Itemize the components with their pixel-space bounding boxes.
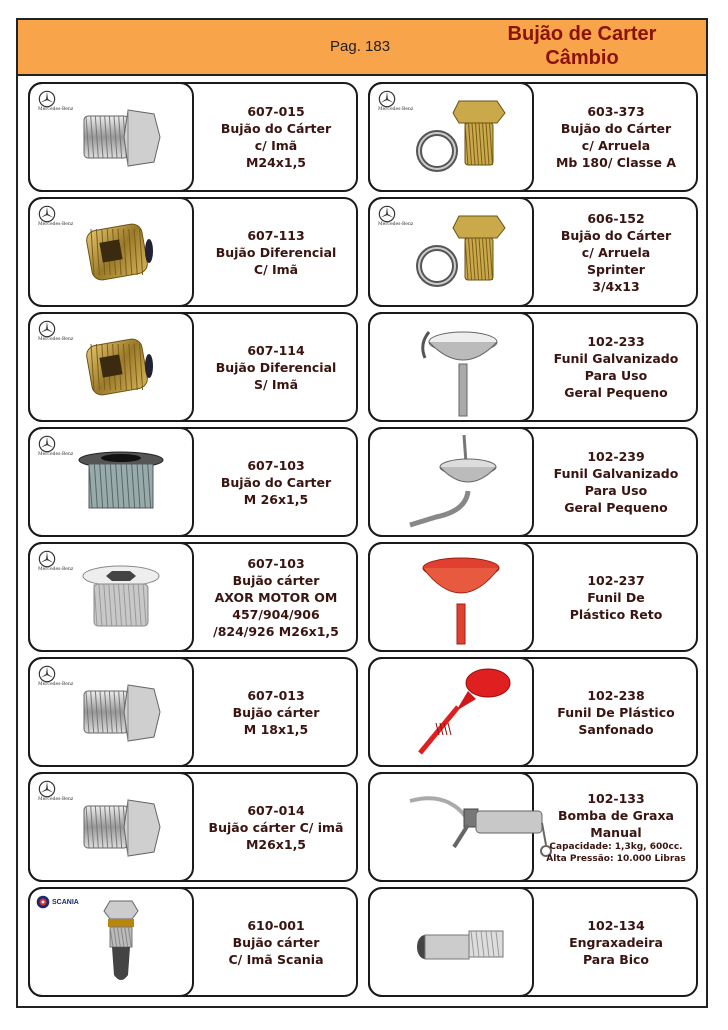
product-code: 606-152 — [587, 210, 645, 226]
product-image-box — [368, 312, 534, 422]
product-name-line: Bujão cárter — [232, 934, 320, 950]
product-image-box — [368, 197, 534, 307]
product-card — [368, 197, 698, 307]
product-card — [28, 542, 358, 652]
product-name-line: M 26x1,5 — [243, 491, 309, 507]
product-description — [196, 199, 356, 305]
product-image-box — [28, 772, 194, 882]
funnel-bent-icon — [406, 433, 516, 537]
mercedes-benz-logo — [38, 320, 74, 342]
funnel-icon — [411, 318, 511, 422]
mercedes-benz-logo — [38, 665, 74, 687]
product-image-box — [28, 312, 194, 422]
product-code: 607-113 — [247, 227, 305, 243]
product-code: 607-014 — [247, 802, 305, 818]
mercedes-benz-logo-text: Mercedes-Benz — [38, 682, 74, 687]
product-name-line: Para Uso — [584, 368, 648, 383]
scania-logo-text: SCANIA — [52, 898, 79, 906]
product-name-line: M 18x1,5 — [243, 721, 309, 737]
product-card — [28, 427, 358, 537]
product-card — [28, 657, 358, 767]
product-name-line: AXOR MOTOR OM — [214, 589, 338, 605]
product-card — [368, 887, 698, 997]
magnetic-plug-icon — [96, 897, 146, 991]
product-name-line: Para Bico — [582, 951, 650, 967]
product-image-box — [28, 427, 194, 537]
product-name-line: Bujão do Cárter — [220, 121, 332, 136]
product-name-line: Para Uso — [584, 483, 648, 498]
mercedes-benz-logo — [38, 435, 74, 457]
product-description — [536, 314, 696, 420]
product-name-line: Bujão cárter C/ imã — [208, 819, 344, 835]
product-name-line: Funil Galvanizado — [553, 351, 679, 366]
product-name-line: Funil De — [587, 589, 645, 605]
product-description — [196, 429, 356, 535]
product-code: 603-373 — [587, 104, 645, 119]
product-name-line: 457/904/906 — [232, 606, 320, 622]
product-card — [28, 312, 358, 422]
product-name-line: M26x1,5 — [245, 836, 307, 852]
product-name-line: C/ Imã — [253, 261, 299, 277]
product-image-box — [28, 197, 194, 307]
product-description — [536, 199, 696, 305]
product-image-box — [368, 82, 534, 192]
mercedes-benz-logo-text: Mercedes-Benz — [38, 222, 74, 227]
product-card — [368, 427, 698, 537]
page-number: Pag. 183 — [330, 38, 391, 55]
drain-plug-hex-icon — [76, 102, 166, 176]
brass-plug-icon — [81, 221, 161, 287]
product-code: 102-134 — [587, 917, 645, 933]
red-funnel-icon — [411, 548, 511, 652]
product-name-line: S/ Imã — [253, 376, 299, 392]
product-description — [196, 659, 356, 765]
product-code: 610-001 — [247, 917, 305, 933]
product-image-box — [368, 427, 534, 537]
product-spec-line: Alta Pressão: 10.000 Libras — [546, 853, 686, 864]
product-card — [28, 82, 358, 192]
product-name-line: Plástico Reto — [569, 606, 663, 622]
product-description — [536, 889, 696, 995]
product-name-line: 3/4x13 — [592, 278, 640, 294]
mercedes-benz-logo-text: Mercedes-Benz — [38, 567, 74, 572]
brass-plug-icon — [81, 336, 161, 402]
product-image-box — [28, 657, 194, 767]
product-code: 102-239 — [587, 449, 645, 464]
product-spec-line: Capacidade: 1,3kg, 600cc. — [549, 841, 683, 852]
product-code: 102-237 — [587, 572, 645, 588]
grease-gun-icon — [406, 787, 556, 871]
drain-plug-hex-icon — [76, 792, 166, 866]
product-description — [536, 84, 696, 190]
chrome-plug-icon — [76, 562, 166, 636]
product-description — [196, 84, 356, 190]
product-name-line: c/ Imã — [254, 138, 298, 153]
product-name-line: Bujão Diferencial — [215, 359, 337, 375]
mercedes-benz-logo-text: Mercedes-Benz — [38, 337, 74, 342]
product-code: 102-238 — [587, 687, 645, 703]
product-name-line: Bomba de Graxa — [557, 807, 674, 823]
product-code: 102-133 — [587, 790, 645, 806]
product-image-box — [368, 657, 534, 767]
product-name-line: C/ Imã Scania — [228, 951, 324, 967]
mercedes-benz-logo — [378, 90, 414, 112]
product-name-line: Bujão cárter — [232, 704, 320, 720]
red-funnel-flex-icon — [406, 663, 516, 767]
product-name-line: Funil Galvanizado — [553, 466, 679, 481]
mercedes-benz-logo — [378, 205, 414, 227]
product-description — [536, 774, 696, 880]
product-description — [196, 889, 356, 995]
mercedes-benz-logo — [38, 205, 74, 227]
product-name-line: c/ Arruela — [581, 244, 651, 260]
page-header — [18, 20, 706, 76]
mercedes-benz-logo-text: Mercedes-Benz — [38, 107, 74, 112]
mercedes-benz-logo-text: Mercedes-Benz — [378, 222, 414, 227]
mercedes-benz-logo-text: Mercedes-Benz — [378, 107, 414, 112]
product-card — [368, 312, 698, 422]
flange-plug-icon — [73, 450, 169, 518]
grease-coupler-icon — [411, 917, 511, 971]
product-card — [28, 197, 358, 307]
product-image-box — [368, 887, 534, 997]
product-name-line: /824/926 M26x1,5 — [213, 623, 339, 639]
drain-plug-hex-icon — [76, 677, 166, 751]
product-card — [28, 772, 358, 882]
brass-bolt-washer-icon — [411, 97, 511, 181]
product-image-box — [28, 887, 194, 997]
product-name-line: Manual — [590, 824, 642, 840]
mercedes-benz-logo — [38, 550, 74, 572]
product-name-line: Geral Pequeno — [564, 385, 668, 400]
mercedes-benz-logo — [38, 90, 74, 112]
product-name-line: Bujão do Cárter — [560, 227, 672, 243]
product-card — [368, 772, 698, 882]
product-code: 607-013 — [247, 687, 305, 703]
product-card — [368, 82, 698, 192]
product-card — [368, 657, 698, 767]
product-card — [28, 887, 358, 997]
product-code: 102-233 — [587, 334, 645, 349]
product-image-box — [28, 82, 194, 192]
mercedes-benz-logo — [38, 780, 74, 802]
product-name-line: c/ Arruela — [581, 138, 651, 153]
product-name-line: M24x1,5 — [245, 155, 307, 170]
product-name-line: Sanfonado — [578, 721, 654, 737]
scania-logo — [36, 895, 79, 909]
product-description — [536, 544, 696, 650]
product-description — [536, 429, 696, 535]
product-description — [196, 314, 356, 420]
product-card — [368, 542, 698, 652]
product-description — [536, 659, 696, 765]
brass-bolt-washer-icon — [411, 212, 511, 296]
product-description — [196, 544, 356, 650]
product-name-line: Bujão Diferencial — [215, 244, 337, 260]
product-name-line: Funil De Plástico — [557, 704, 675, 720]
mercedes-benz-logo-text: Mercedes-Benz — [38, 797, 74, 802]
product-name-line: Bujão do Carter — [220, 474, 332, 490]
product-name-line: Mb 180/ Classe A — [555, 155, 677, 170]
product-code: 607-015 — [247, 104, 305, 119]
product-code: 607-103 — [247, 457, 305, 473]
product-code: 607-114 — [247, 342, 305, 358]
page-title-line-1: Bujão de Carter — [507, 23, 657, 45]
product-description — [196, 774, 356, 880]
product-name-line: Bujão cárter — [232, 572, 320, 588]
page-title — [468, 22, 696, 70]
product-name-line: Sprinter — [587, 261, 645, 277]
product-image-box — [368, 772, 534, 882]
product-name-line: Bujão do Cárter — [560, 121, 672, 136]
product-name-line: Engraxadeira — [569, 934, 663, 950]
mercedes-benz-logo-text: Mercedes-Benz — [38, 452, 74, 457]
product-code: 607-103 — [247, 555, 305, 571]
product-image-box — [28, 542, 194, 652]
page-title-line-2: Câmbio — [545, 47, 619, 69]
product-name-line: Geral Pequeno — [564, 500, 668, 515]
product-image-box — [368, 542, 534, 652]
